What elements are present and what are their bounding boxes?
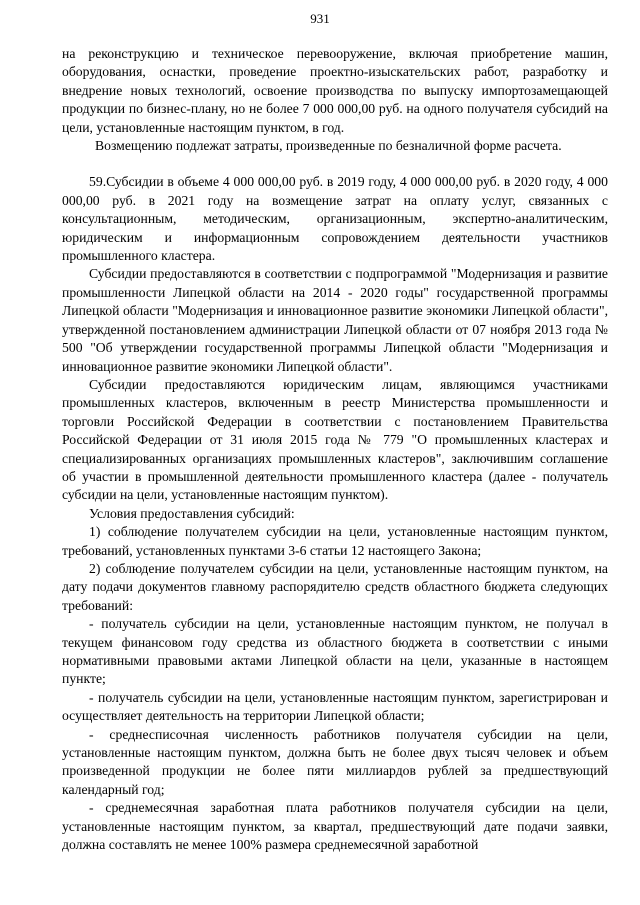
paragraph: 1) соблюдение получателем субсидии на цели, установленные настоящим пунктом, требований, установленных пунктами 3-6 статьи 12 настоящего Закона; [62,524,608,558]
paragraph: Условия предоставления субсидий: [89,505,295,521]
paragraph: - среднемесячная заработная плата работников получателя субсидии на цели, установленные настоящим пунктом, за квартал, предшествующий дате подачи заявки, должна составлять не менее 100% размера среднемесячной заработной [62,800,608,853]
paragraph: 59.Субсидии в объеме 4 000 000,00 руб. в 2019 году, 4 000 000,00 руб. в 2020 году, 4 000 000,00 руб. в 2021 году на возмещение затрат на оплату услуг, связанных с консультационным, методическим, организационным, экспертно-аналитическим, юридическим и информационным сопровождением деятельности участников промышленного кластера. [62,174,608,264]
document-body [62,45,608,854]
page-number: 931 [310,11,330,26]
paragraph: 2) соблюдение получателем субсидии на цели, установленные настоящим пунктом, на дату подачи документов главному распорядителю средств областного бюджета следующих требований: [62,560,608,613]
paragraph: - среднесписочная численность работников получателя субсидии на цели, установленные настоящим пунктом, должна быть не более двух тысяч человек и объем произведенной продукции не более пяти миллиардов рублей за предшествующий календарный год; [62,726,608,797]
paragraph: Субсидии предоставляются в соответствии с подпрограммой "Модернизация и развитие промышленности Липецкой области на 2014 - 2020 годы" государственной программы Липецкой области "Модернизация и инновационное развитие экономики Липецкой области", утвержденной постановлением администрации Липецкой области от 07 ноября 2013 года № 500 "Об утверждении государственной программы Липецкой области "Модернизация и инновационное развитие экономики Липецкой области". [62,266,608,374]
paragraph: - получатель субсидии на цели, установленные настоящим пунктом, не получал в текущем финансовом году средства из областного бюджета в соответствии с иными нормативными правовыми актами Липецкой области на цели, указанные в настоящем пункте; [62,616,608,687]
paragraph: на реконструкцию и техническое перевооружение, включая приобретение машин, оборудования, оснастки, проведение проектно-изыскательских работ, разработку и внедрение новых технологий, освоение производства по выпуску импортозамещающей продукции по бизнес-плану, но не более 7 000 000,00 руб. на одного получателя субсидий на цели, установленные настоящим пунктом, в год. [62,46,608,135]
paragraph: Субсидии предоставляются юридическим лицам, являющимся участниками промышленных кластеров, включенным в реестр Министерства промышленности и торговли Российской Федерации в соответствии с постановлением Правительства Российской Федерации от 31 июля 2015 года № 779 "О промышленных кластерах и специализированных организациях промышленных кластеров", заключившим соглашение об участии в промышленной деятельности промышленного кластера (далее - получатель субсидии на цели, установленные настоящим пунктом). [62,376,608,503]
paragraph: Возмещению подлежат затраты, произведенные по безналичной форме расчета. [95,138,562,154]
paragraph-spacer [62,155,608,173]
paragraph: - получатель субсидии на цели, установленные настоящим пунктом, зарегистрирован и осуществляет деятельность на территории Липецкой области; [62,689,608,724]
